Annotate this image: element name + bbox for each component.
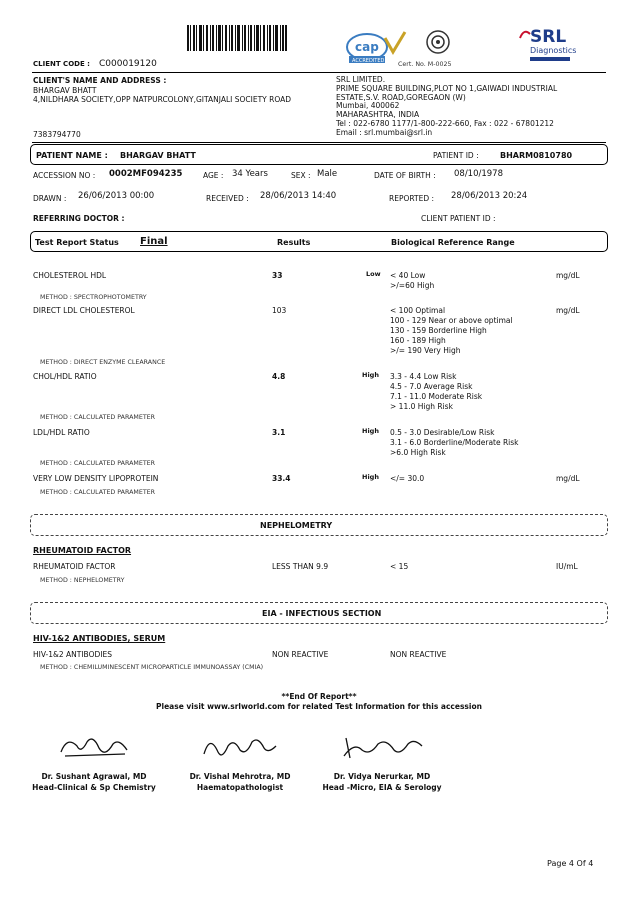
reference-line: 4.5 - 7.0 Average Risk [390,382,473,391]
test-unit: mg/dL [556,306,580,315]
seal-logo [426,30,450,54]
received-label: RECEIVED : [206,194,249,203]
patient-name: BHARGAV BHATT [120,151,196,160]
reference-line: < 100 Optimal [390,306,446,315]
lab-line: MAHARASHTRA, INDIA [336,110,420,120]
test-result: 33.4 [272,474,291,483]
test-flag: High [362,473,379,481]
test-reference: NON REACTIVE [390,650,447,659]
test-name: LDL/HDL RATIO [33,428,90,437]
drawn-value: 26/06/2013 00:00 [78,191,155,201]
test-name: CHOL/HDL RATIO [33,372,97,381]
test-result: LESS THAN 9.9 [272,562,329,571]
lab-line: PRIME SQUARE BUILDING,PLOT NO 1,GAIWADI INDUSTRIAL [336,83,558,93]
test-flag: High [362,427,379,435]
client-code-label: CLIENT CODE : [33,60,90,68]
test-unit: mg/dL [556,474,580,483]
results-header: Results [277,238,311,247]
svg-text:cap: cap [355,40,379,54]
signature-3 [340,732,425,764]
test-name: VERY LOW DENSITY LIPOPROTEIN [33,474,159,483]
test-reference: < 15 [390,562,409,571]
age-value: 34 Years [232,169,268,179]
test-reference [390,306,513,356]
test-method: METHOD : CALCULATED PARAMETER [40,489,156,496]
test-name: HIV-1&2 ANTIBODIES [33,650,112,659]
lab-line: Mumbai, 400062 [336,101,400,111]
hiv-group-title: HIV-1&2 ANTIBODIES, SERUM [33,634,166,643]
reference-line: 3.3 - 4.4 Low Risk [390,372,457,381]
patient-id: BHARM0810780 [500,151,573,160]
test-method: METHOD : SPECTROPHOTOMETRY [40,294,147,301]
test-name: DIRECT LDL CHOLESTEROL [33,306,135,315]
age-label: AGE : [203,171,224,180]
test-reference [390,428,519,458]
test-name: CHOLESTEROL HDL [33,271,107,280]
nephelometry-title: NEPHELOMETRY [260,521,333,530]
doctor-title: Head-Clinical & Sp Chemistry [32,783,156,792]
accession-label: ACCESSION NO : [33,171,96,180]
lab-line: Email : srl.mumbai@srl.in [336,127,433,137]
client-code: C000019120 [99,59,157,69]
received-value: 28/06/2013 14:40 [260,191,337,201]
test-reference [390,271,434,290]
accession-number: 0002MF094235 [109,169,183,179]
client-name: BHARGAV BHATT [33,86,97,95]
end-of-report: **End Of Report** [281,692,357,701]
doctor-name: Dr. Sushant Agrawal, MD [41,772,147,781]
patient-name-label: PATIENT NAME : [36,151,108,160]
lab-line: Tel : 022-6780 1177/1-800-222-660, Fax : 022 - 67801212 [336,118,554,128]
status-label: Test Report Status [35,238,119,247]
reference-line: 3.1 - 6.0 Borderline/Moderate Risk [390,438,519,447]
divider [32,72,606,73]
test-flag: Low [366,270,381,278]
reference-line: >/= 190 Very High [390,346,461,355]
doctor-title: Haematopathologist [196,783,284,792]
client-phone: 7383794770 [33,130,81,139]
lab-line: SRL LIMITED. [336,75,386,84]
test-result: 3.1 [272,428,286,437]
test-unit: IU/mL [556,562,578,571]
lab-line: ESTATE,S.V. ROAD,GOREGAON (W) [336,92,466,102]
svg-text:ACCREDITED: ACCREDITED [352,58,385,64]
client-name-label: CLIENT'S NAME AND ADDRESS : [33,76,167,85]
test-method: METHOD : CALCULATED PARAMETER [40,414,156,421]
test-method: METHOD : CHEMILUMINESCENT MICROPARTICLE IMMUNOASSAY (CMIA) [40,664,264,671]
report-status: Final [140,236,168,247]
eia-title: EIA - INFECTIOUS SECTION [262,609,382,618]
test-result: 33 [272,271,283,280]
srl-logo [516,24,577,66]
srl-logo-text: SRL [530,27,567,47]
reported-value: 28/06/2013 20:24 [451,191,528,201]
reference-line: 7.1 - 11.0 Moderate Risk [390,392,483,401]
doctor-name: Dr. Vishal Mehrotra, MD [189,772,291,781]
reference-line: >/=60 High [390,280,435,290]
dob-value: 08/10/1978 [454,169,503,179]
signature-1 [55,732,135,764]
rheumatoid-group-title: RHEUMATOID FACTOR [33,546,132,555]
test-reference [390,372,482,412]
dob-label: DATE OF BIRTH : [374,171,436,180]
sex-label: SEX : [291,171,311,180]
reference-line: 0.5 - 3.0 Desirable/Low Risk [390,428,495,437]
referring-doctor-label: REFERRING DOCTOR : [33,214,125,223]
patient-id-label: PATIENT ID : [433,151,479,160]
test-method: METHOD : NEPHELOMETRY [40,577,125,584]
cert-number: Cert. No. M-0025 [398,61,452,68]
doctor-name: Dr. Vidya Nerurkar, MD [333,772,431,781]
client-address: 4,NILDHARA SOCIETY,OPP NATPURCOLONY,GITANJALI SOCIETY ROAD [33,95,292,104]
page-number: Page 4 Of 4 [547,859,594,868]
test-unit: mg/dL [556,271,580,280]
test-reference [390,474,424,483]
test-result: 4.8 [272,372,286,381]
reported-label: REPORTED : [389,194,435,203]
doctor-title: Head -Micro, EIA & Serology [322,783,442,792]
reference-line: 100 - 129 Near or above optimal [390,316,513,325]
visit-note: Please visit www.srlworld.com for related Test Information for this accession [156,702,482,711]
drawn-label: DRAWN : [33,194,67,203]
srl-logo-sub: Diagnostics [530,46,577,55]
sex-value: Male [317,169,338,179]
test-flag: High [362,371,379,379]
test-result: 103 [272,306,287,315]
reference-line: 160 - 189 High [390,336,446,345]
cap-logo [345,30,407,64]
reference-line: 130 - 159 Borderline High [390,326,487,335]
client-patient-id-label: CLIENT PATIENT ID : [421,214,496,223]
reference-line: < 40 Low [390,271,426,280]
reference-line: >6.0 High Risk [390,448,446,457]
reference-header: Biological Reference Range [391,238,515,247]
barcode [187,25,287,51]
test-name: RHEUMATOID FACTOR [33,562,116,571]
lab-address [336,76,557,138]
reference-line: </= 30.0 [390,474,425,483]
divider [32,142,606,143]
test-method: METHOD : DIRECT ENZYME CLEARANCE [40,359,166,366]
test-result: NON REACTIVE [272,650,329,659]
test-method: METHOD : CALCULATED PARAMETER [40,460,156,467]
reference-line: > 11.0 High Risk [390,402,453,411]
signature-2 [200,732,280,764]
